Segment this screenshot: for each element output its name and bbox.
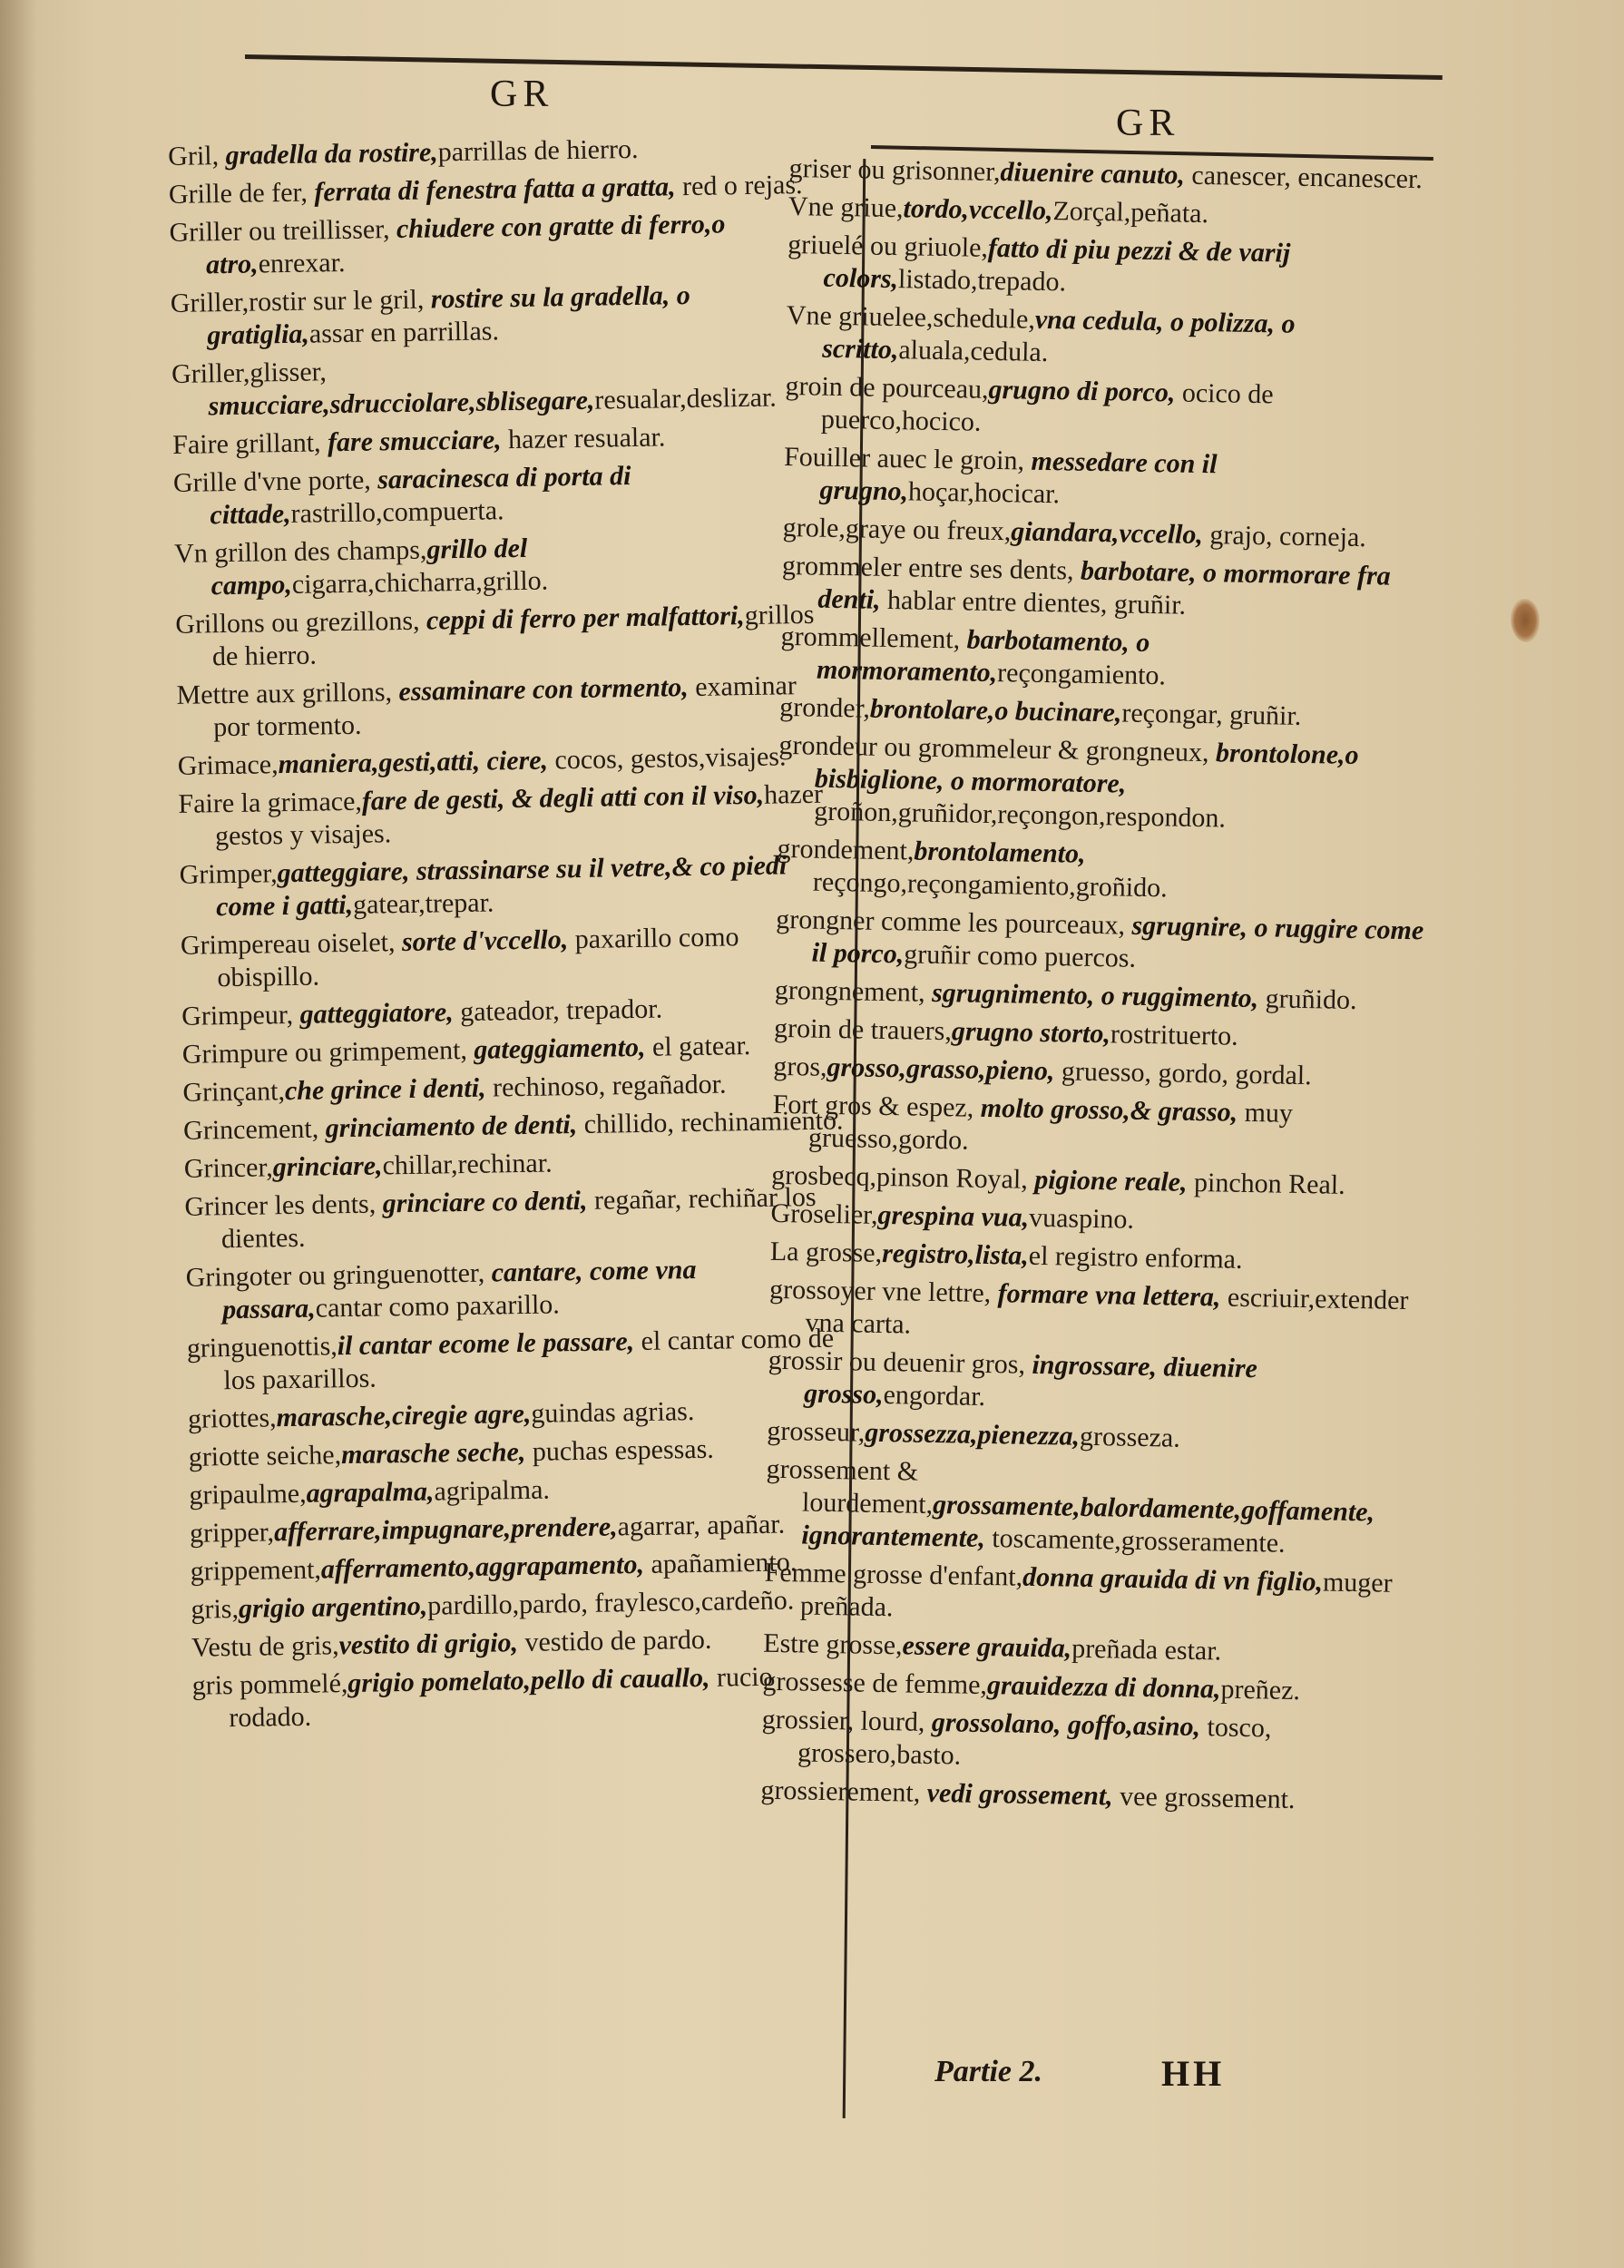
italian-gloss: brontolamento, [914, 836, 1086, 869]
french-headword: grole,graye ou freux, [782, 512, 1012, 547]
spanish-gloss: agripalma. [434, 1474, 551, 1507]
italian-gloss: barbotamento, o mormoramento, [816, 624, 1150, 689]
dictionary-entry [777, 833, 1431, 910]
french-headword: gris pommelé, [191, 1668, 348, 1701]
dictionary-entry [788, 191, 1443, 235]
french-headword: griotte seiche, [188, 1440, 342, 1472]
italian-gloss: grigio pomelato,pello di cauallo, [347, 1662, 710, 1699]
italian-gloss: grigio argentino, [238, 1590, 428, 1624]
french-headword: Grimper, [179, 858, 278, 890]
spanish-gloss: reçongo,reçongamiento,groñido. [812, 866, 1168, 904]
dictionary-entry [191, 1621, 854, 1664]
french-headword: Faire grillant, [172, 427, 321, 460]
dictionary-entry [178, 777, 841, 853]
french-headword: gros, [773, 1051, 827, 1082]
spanish-gloss: tosco, grossero,basto. [797, 1712, 1272, 1771]
spanish-gloss: el gatear. [645, 1031, 751, 1062]
spanish-gloss: Zorçal,peñata. [1052, 196, 1209, 230]
right-column [760, 152, 1443, 1823]
dictionary-entry [770, 1198, 1424, 1242]
dictionary-entry [185, 1251, 848, 1326]
italian-gloss: sorte d'vccello, [395, 924, 569, 958]
italian-gloss: grinciare co denti, [375, 1185, 588, 1219]
spanish-gloss: pinchon Real. [1187, 1167, 1345, 1200]
spanish-gloss: enrexar. [258, 247, 346, 279]
french-headword: grondement, [777, 833, 915, 866]
dictionary-entry [760, 1774, 1414, 1819]
italian-gloss: grossolano, goffo,asino, [925, 1706, 1201, 1743]
dictionary-entry [184, 1180, 847, 1256]
ink-stain [1511, 599, 1540, 642]
italian-gloss: afferrare,impugnare,prendere, [273, 1511, 618, 1548]
french-headword: grommellement, [780, 621, 961, 655]
spanish-gloss: toscamente,grosseramente. [984, 1523, 1286, 1559]
french-headword: gronder, [779, 691, 871, 724]
french-headword: Vn grillon des champs, [173, 534, 427, 569]
french-headword: Grillons ou grezillons, [175, 605, 420, 640]
french-headword: gripaulme, [189, 1478, 307, 1510]
spanish-gloss: listado,trepado. [897, 264, 1067, 298]
dictionary-entry [191, 1545, 853, 1588]
dictionary-entry [764, 1557, 1418, 1634]
italian-gloss: ingrossare, diuenire grosso, [803, 1349, 1258, 1411]
spanish-gloss: chillar,rechinar. [382, 1148, 553, 1181]
dictionary-entry [775, 974, 1429, 1019]
spanish-gloss: aluala,cedula. [898, 335, 1049, 368]
french-headword: Vne griuelee,schedule, [786, 299, 1036, 335]
italian-gloss: brontolare,o bucinare, [869, 693, 1122, 728]
french-headword: Groselier, [770, 1198, 878, 1230]
dictionary-entry [181, 919, 844, 994]
dictionary-entry [775, 904, 1429, 981]
italian-gloss: barbotare, o mormorare fra denti, [817, 555, 1391, 615]
signature-mark: HH [1161, 2053, 1226, 2094]
spanish-gloss: hazer resualar. [501, 422, 666, 455]
french-headword: Grimpereau oiselet, [180, 927, 396, 961]
french-headword: grondeur ou grommeleur & grongneux, [778, 729, 1209, 768]
italian-gloss: vestito di grigio, [338, 1628, 519, 1661]
spanish-gloss: gateador, trepador. [453, 993, 663, 1028]
french-headword: Grincer les dents, [184, 1188, 377, 1222]
italian-gloss: formare vna lettera, [990, 1278, 1221, 1313]
spanish-gloss: assar en parrillas. [308, 316, 500, 349]
italian-gloss: brontolone,o bisbiglione, o mormoratore, [814, 738, 1359, 799]
dictionary-entry [190, 1507, 852, 1549]
spanish-gloss: reçongamiento. [996, 658, 1167, 691]
dictionary-entry [771, 1159, 1425, 1204]
spanish-gloss: grajo, corneja. [1202, 520, 1367, 553]
dictionary-entry [785, 370, 1439, 447]
dictionary-entry [176, 669, 839, 744]
french-headword: grommeler entre ses dents, [781, 550, 1074, 586]
italian-gloss: smucciare,sdrucciolare,sblisegare, [208, 385, 595, 422]
dictionary-entry [182, 1028, 845, 1070]
dictionary-entry [168, 131, 830, 173]
spanish-gloss: resualar,deslizar. [594, 382, 777, 415]
signature-part: Partie 2. [934, 2055, 1042, 2088]
spanish-gloss: grillos de hierro. [211, 599, 815, 672]
french-headword: Grille d'vne porte, [172, 464, 372, 498]
dictionary-entry [191, 1583, 853, 1626]
dictionary-entry [781, 550, 1435, 627]
french-headword: gris, [191, 1593, 240, 1625]
french-headword: Grincement, [182, 1113, 319, 1146]
french-headword: grossesse de femme, [762, 1666, 988, 1701]
italian-gloss: grugno di porco, [988, 374, 1176, 408]
dictionary-entry [780, 621, 1434, 698]
dictionary-entry [178, 739, 840, 782]
french-headword: grossement & lourdement, [766, 1453, 934, 1520]
dictionary-entry [768, 1344, 1422, 1422]
dictionary-entry [179, 848, 842, 924]
spanish-gloss: rechinoso, regañador. [485, 1069, 727, 1103]
french-headword: Femme grosse d'enfant, [764, 1557, 1023, 1592]
italian-gloss: pigione reale, [1027, 1164, 1188, 1198]
dictionary-entry [171, 348, 835, 424]
french-headword: Mettre aux grillons, [176, 677, 393, 710]
french-headword: Vestu de gris, [191, 1630, 339, 1663]
spanish-gloss: puchas espessas. [525, 1433, 715, 1467]
french-headword: Vne griue, [788, 191, 904, 224]
italian-gloss: grugno storto, [951, 1016, 1111, 1050]
french-headword: grosseur, [767, 1415, 866, 1448]
italian-gloss: che grince i denti, [284, 1072, 486, 1107]
spanish-gloss: parrillas de hierro. [437, 133, 639, 168]
italian-gloss: giandara,vccello, [1011, 516, 1204, 551]
italian-gloss: afferramento,aggrapamento, [320, 1549, 645, 1585]
italian-gloss: messedare con il grugno, [819, 445, 1218, 507]
french-headword: grossierement, [760, 1774, 921, 1808]
spanish-gloss: preñez. [1220, 1674, 1301, 1706]
french-headword: grossir ou deuenir gros, [768, 1344, 1026, 1380]
spanish-gloss: rostrituerto. [1110, 1019, 1239, 1051]
dictionary-entry [783, 441, 1437, 518]
french-headword: Grille de fer, [168, 177, 308, 210]
french-headword: Faire la grimace, [178, 786, 363, 819]
french-headword: Gril, [168, 141, 220, 171]
dictionary-entry [773, 1051, 1427, 1095]
spanish-gloss: groñon,gruñidor,reçongon,respondon. [814, 796, 1227, 834]
italian-gloss: ferrata di fenestra fatta a gratta, [307, 171, 676, 208]
italian-gloss: grillo del campo, [210, 533, 528, 601]
italian-gloss: registro,lista, [881, 1237, 1030, 1271]
italian-gloss: marasche,ciregie agre, [276, 1398, 532, 1433]
spanish-gloss: pardillo,pardo, fraylesco,cardeño. [427, 1585, 795, 1621]
spanish-gloss: guindas agrias. [531, 1396, 695, 1429]
dictionary-entry [778, 729, 1433, 839]
dictionary-entry [786, 299, 1440, 376]
french-headword: Griller,rostir sur le gril, [170, 284, 425, 318]
spanish-gloss: canescer, encanescer. [1184, 160, 1423, 195]
italian-gloss: grosso,grasso,pieno, [827, 1051, 1055, 1087]
french-headword: gringuenottis, [186, 1331, 338, 1364]
italian-gloss: essere grauida, [902, 1630, 1072, 1664]
dictionary-entry [772, 1089, 1426, 1166]
dictionary-entry [770, 1236, 1424, 1280]
italian-gloss: marasche seche, [340, 1436, 526, 1471]
dictionary-entry [169, 169, 831, 211]
french-headword: grongner comme les pourceaux, [775, 904, 1126, 941]
french-headword: griser ou grisonner, [788, 152, 1001, 188]
spanish-gloss: cigarra,chicharra,grillo. [291, 565, 549, 600]
spanish-gloss: chillido, rechinamiento. [576, 1105, 844, 1140]
french-headword: Fort gros & espez, [772, 1089, 974, 1123]
french-headword: grosbecq,pinson Royal, [771, 1159, 1029, 1195]
italian-gloss: maniera,gesti,atti, ciere, [278, 745, 549, 780]
italian-gloss: gatteggiare, strassinarse su il vetre,& co piedi come i gatti, [216, 850, 788, 923]
italian-gloss: grinciare, [272, 1150, 383, 1183]
page-spine-shadow [0, 0, 36, 2268]
spanish-gloss: hablar entre dientes, gruñir. [880, 584, 1187, 621]
italian-gloss: diuenire canuto, [1000, 157, 1186, 191]
dictionary-entry [774, 1012, 1428, 1057]
italian-gloss: cantare, come vna passara, [221, 1255, 697, 1325]
italian-gloss: vedi grossement, [919, 1777, 1113, 1812]
spanish-gloss: red o rejas. [675, 170, 803, 202]
dictionary-entry [171, 278, 834, 353]
italian-gloss: saracinesca di porta di cittade, [210, 461, 631, 531]
french-headword: La grosse, [769, 1236, 883, 1268]
spanish-gloss: regañar, rechiñar los dientes. [220, 1181, 817, 1255]
french-headword: grossoyer vne lettre, [768, 1274, 992, 1309]
spanish-gloss: engordar. [883, 1380, 986, 1412]
dictionary-entry [782, 512, 1436, 556]
french-headword: grongnement, [774, 974, 925, 1008]
italian-gloss: grossezza,pienezza, [865, 1417, 1081, 1452]
french-headword: Grinçant, [182, 1076, 286, 1108]
french-headword: groin de trauers, [773, 1012, 953, 1047]
french-headword: Griller ou treillisser, [169, 214, 390, 248]
spanish-gloss: vuaspino. [1028, 1202, 1135, 1235]
italian-gloss: rostire su la gradella, o gratiglia, [207, 279, 690, 351]
running-head-right: GR [1116, 103, 1180, 144]
spanish-gloss: rastrillo,compuerta. [290, 495, 504, 529]
dictionary-entry [767, 1415, 1421, 1460]
italian-gloss: gateggiamento, [466, 1031, 646, 1065]
left-column [168, 131, 856, 1741]
french-headword: grossier, lourd, [761, 1704, 925, 1737]
italian-gloss: grossamente,balordamente,goffamente, ignorantemente, [801, 1489, 1375, 1553]
spanish-gloss: el cantar como de los paxarillos. [223, 1323, 835, 1396]
spanish-gloss: reçongar, gruñir. [1121, 698, 1302, 731]
spanish-gloss: gruesso, gordo, gordal. [1054, 1056, 1312, 1091]
italian-gloss: fare smucciare, [320, 425, 502, 458]
italian-gloss: grauidezza di donna, [986, 1670, 1221, 1705]
spanish-gloss: gruñido. [1257, 983, 1357, 1016]
italian-gloss: sgrugnire, o ruggire come il porco, [811, 910, 1424, 970]
spanish-gloss: escriuir,extender vna carta. [805, 1282, 1409, 1340]
dictionary-entry [768, 1274, 1423, 1351]
spanish-gloss: apañamiento. [643, 1547, 797, 1579]
french-headword: Grimpeur, [181, 999, 294, 1031]
italian-gloss: ceppi di ferro per malfattori, [419, 601, 745, 636]
spanish-gloss: hazer gestos y visajes. [214, 778, 824, 852]
dictionary-entry [181, 990, 844, 1032]
french-headword: Grimace, [177, 749, 279, 781]
spanish-gloss: rucio rodado. [229, 1661, 773, 1734]
spanish-gloss: cocos, gestos,visajes. [547, 741, 787, 776]
spanish-gloss: vestido de pardo. [517, 1624, 712, 1658]
italian-gloss: il cantar ecome le passare, [337, 1326, 635, 1362]
dictionary-entry [173, 456, 836, 532]
running-head-left: GR [490, 73, 554, 115]
spanish-gloss: paxarillo como obispillo. [217, 922, 739, 993]
dictionary-entry [765, 1453, 1420, 1563]
spanish-gloss: muger preñada. [799, 1567, 1393, 1623]
italian-gloss: vna cedula, o polizza, o scritto, [821, 304, 1296, 366]
dictionary-entry [763, 1628, 1417, 1672]
spanish-gloss: preñada estar. [1071, 1633, 1222, 1667]
italian-gloss: grinciamento de denti, [318, 1110, 578, 1144]
french-headword: gripper, [189, 1517, 275, 1549]
italian-gloss: essaminare con tormento, [391, 672, 689, 708]
spanish-gloss: muy gruesso,gordo. [807, 1097, 1294, 1156]
dictionary-entry [787, 229, 1441, 306]
french-headword: Grincer, [183, 1152, 273, 1184]
spanish-gloss: gruñir como puercos. [903, 939, 1137, 973]
italian-gloss: sgrugnimento, o ruggimento, [925, 977, 1259, 1014]
french-headword: grippement, [190, 1554, 322, 1587]
french-headword: Estre grosse, [763, 1628, 903, 1661]
dictionary-entry [184, 1142, 846, 1185]
italian-gloss: gatteggiatore, [292, 997, 454, 1030]
dictionary-entry [779, 691, 1433, 736]
dictionary-entry [761, 1704, 1415, 1781]
spanish-gloss: grosseza. [1079, 1421, 1181, 1453]
spanish-gloss: gatear,trepar. [352, 887, 494, 920]
spanish-gloss: el registro enforma. [1028, 1240, 1243, 1275]
dictionary-entry [175, 598, 838, 673]
dictionary-entry [191, 1659, 855, 1735]
italian-gloss: grespina vua, [877, 1199, 1030, 1233]
dictionary-entry [174, 527, 837, 602]
spanish-gloss: ocico de puerco,hocico. [820, 377, 1274, 437]
french-headword: Grimpure ou grimpement, [181, 1034, 468, 1070]
dictionary-entry [182, 1066, 845, 1109]
italian-gloss: chiudere con gratte di ferro,o atro, [205, 209, 726, 280]
dictionary-entry [762, 1666, 1416, 1710]
french-headword: Gringoter ou gringuenotter, [185, 1257, 485, 1293]
dictionary-entry [189, 1431, 851, 1473]
italian-gloss: gradella da rostire, [218, 137, 438, 171]
italian-gloss: agrapalma, [306, 1476, 435, 1509]
italian-gloss: fatto di piu pezzi & de varij colors, [823, 232, 1291, 295]
dictionary-entry [183, 1104, 846, 1147]
dictionary-entry [189, 1469, 851, 1511]
spanish-gloss: hoçar,hocicar. [907, 476, 1061, 510]
italian-gloss: molto grosso,& grasso, [973, 1092, 1238, 1128]
italian-gloss: tordo,vccello, [903, 193, 1053, 227]
dictionary-entry [169, 207, 832, 282]
dictionary-entry [187, 1322, 850, 1397]
italian-gloss: fare de gesti, & degli atti con il viso, [361, 779, 765, 816]
french-headword: Fouiller auec le groin, [783, 441, 1025, 476]
italian-gloss: donna grauida di vn figlio, [1022, 1561, 1324, 1598]
dictionary-entry [188, 1393, 850, 1435]
french-headword: griuelé ou griuole, [787, 229, 989, 263]
french-headword: groin de pourceau, [785, 370, 989, 405]
dictionary-entry [788, 152, 1443, 197]
dictionary-entry [172, 418, 835, 461]
spanish-gloss: examinar por tormento. [212, 670, 797, 743]
french-headword: Griller,glisser, [171, 357, 328, 389]
spanish-gloss: agarrar, apañar. [617, 1509, 786, 1542]
top-rule [245, 54, 1443, 80]
french-headword: griottes, [187, 1403, 277, 1434]
spanish-gloss: vee grossement. [1112, 1781, 1296, 1815]
spanish-gloss: cantar como paxarillo. [315, 1289, 561, 1324]
